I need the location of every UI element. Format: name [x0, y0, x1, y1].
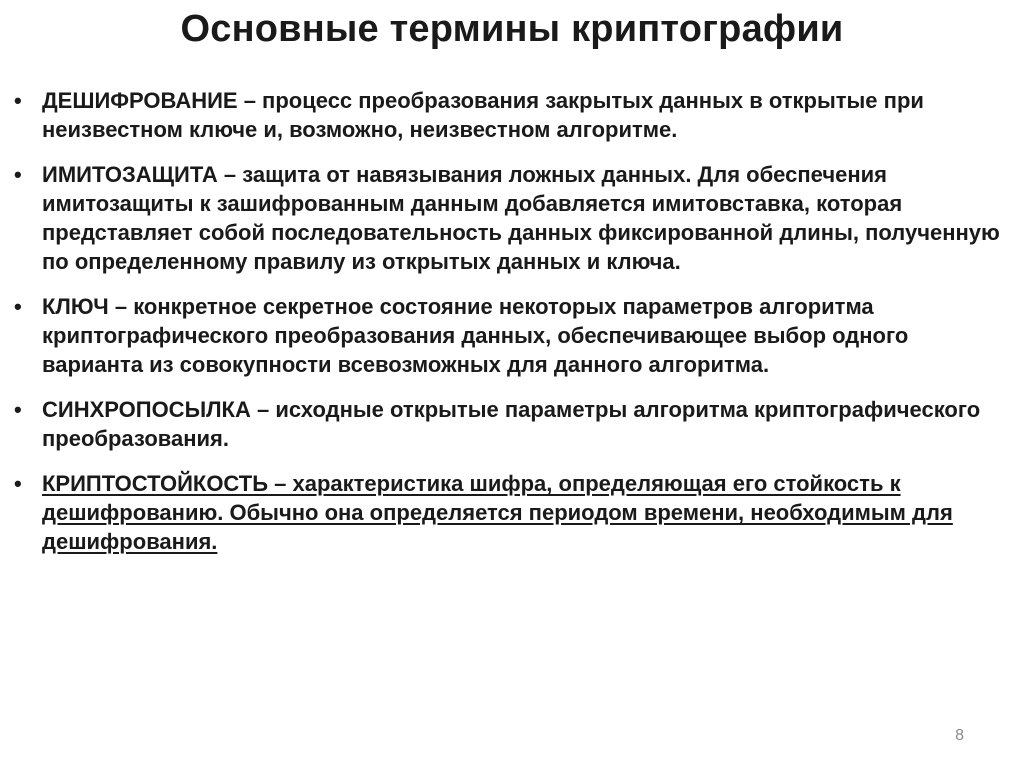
definition: – характеристика шифра, определяющая его стойкость к дешифрованию. Обычно она определяется периодом времени, необходимым для дешифрования.	[42, 471, 953, 554]
bullet-icon: •	[14, 397, 22, 422]
term: КЛЮЧ	[42, 294, 109, 319]
term: ДЕШИФРОВАНИЕ	[42, 88, 238, 113]
term: СИНХРОПОСЫЛКА	[42, 397, 251, 422]
bullet-icon: •	[14, 471, 22, 496]
definition: – процесс преобразования закрытых данных в открытые при неизвестном ключе и, возможно, неизвестном алгоритме.	[42, 88, 924, 142]
bullet-icon: •	[14, 162, 22, 187]
term: ИМИТОЗАЩИТА	[42, 162, 218, 187]
definition: – исходные открытые параметры алгоритма криптографического преобразования.	[42, 397, 981, 451]
list-item-klyuch	[14, 292, 1012, 379]
bullet-icon: •	[14, 294, 22, 319]
page-number: 8	[955, 727, 964, 744]
list-item-kriptostoikost	[14, 469, 1012, 556]
bullet-icon: •	[14, 88, 22, 113]
list-item-sinkhroposylka	[14, 395, 1012, 453]
definition: – конкретное секретное состояние некоторых параметров алгоритма криптографического преобразования данных, обеспечивающее выбор одного варианта из совокупности всевозможных для данного алгоритма.	[42, 294, 909, 377]
list-item-imitozashchita	[14, 160, 1012, 276]
slide-title: Основные термины криптографии	[180, 8, 844, 50]
term-list	[14, 86, 1012, 572]
definition: – защита от навязывания ложных данных. Для обеспечения имитозащиты к зашифрованным данным добавляется имитовставка, которая представляет собой последовательность данных фиксированной длины, полученную по определенному правилу из открытых данных и ключа.	[42, 162, 1000, 274]
term: КРИПТОСТОЙКОСТЬ	[42, 471, 269, 496]
list-item-deshifrovanie	[14, 86, 1012, 144]
